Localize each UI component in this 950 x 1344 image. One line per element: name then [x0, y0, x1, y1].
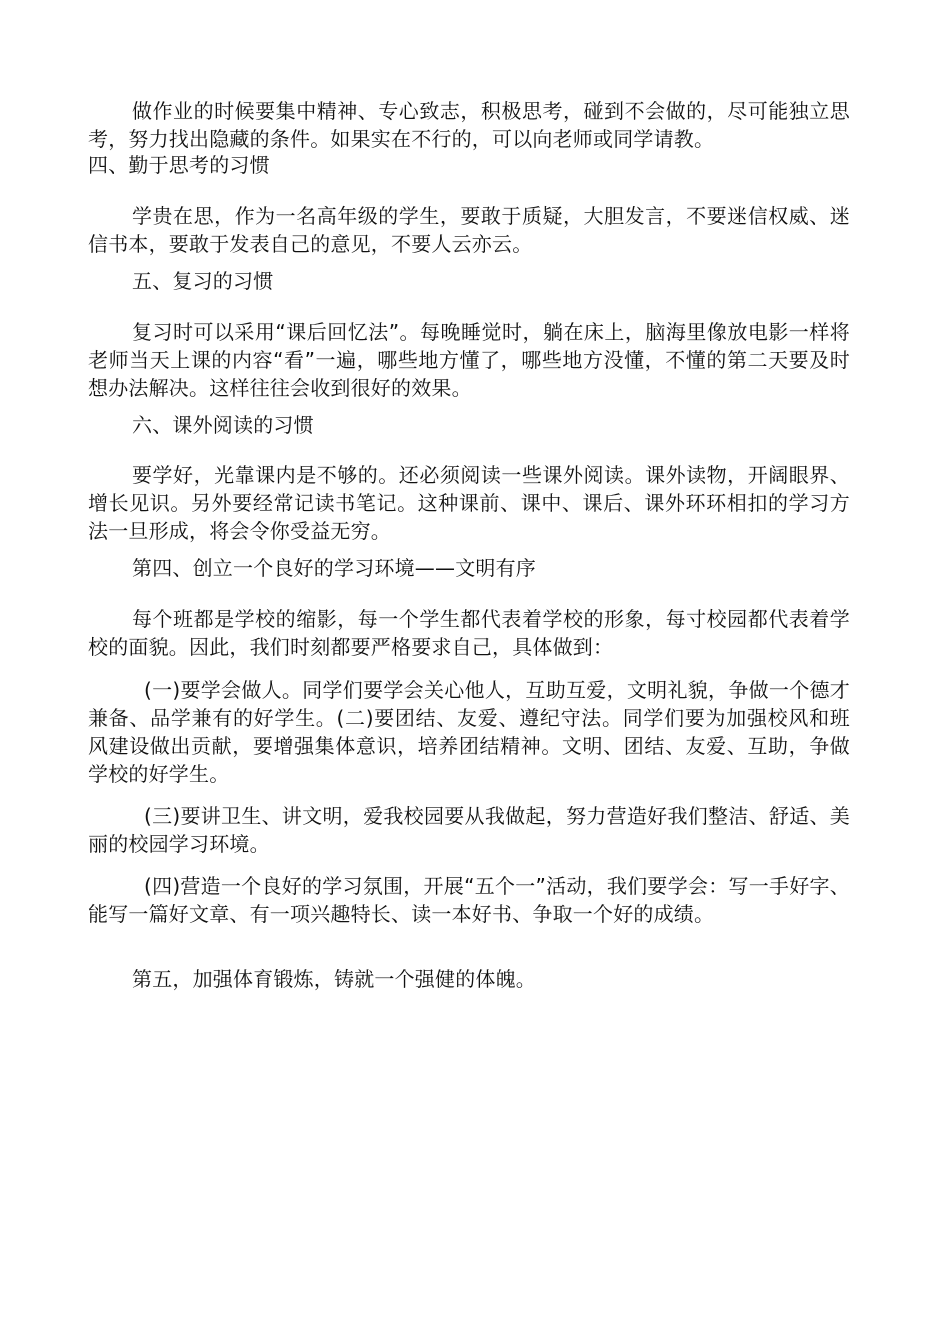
heading-review-habit: 五、复习的习惯 — [132, 269, 274, 293]
paragraph-points-one-two: (一)要学会做人。同学们要学会关心他人，互助互爱，文明礼貌，争做一个德才兼备、品学兼有的好学生。(二)要团结、友爱、遵纪守法。同学们要为加强校风和班风建设做出贡献，要增强集体意识，培养团结精神。文明、团结、友爱、互助，争做学校的好学生。 — [88, 678, 850, 786]
heading-fourth-environment: 第四、创立一个良好的学习环境——文明有序 — [132, 556, 536, 580]
heading-thinking-habit: 四、勤于思考的习惯 — [88, 153, 270, 177]
paragraph-class-image: 每个班都是学校的缩影，每一个学生都代表着学校的形象，每寸校园都代表着学校的面貌。因此，我们时刻都要严格要求自己，具体做到： — [88, 607, 850, 659]
heading-fifth-exercise: 第五，加强体育锻炼，铸就一个强健的体魄。 — [132, 967, 536, 991]
paragraph-homework-focus: 做作业的时候要集中精神、专心致志，积极思考，碰到不会做的，尽可能独立思考，努力找出隐藏的条件。如果实在不行的，可以向老师或同学请教。 — [88, 99, 850, 151]
paragraph-extracurricular-reading: 要学好，光靠课内是不够的。还必须阅读一些课外阅读。课外读物，开阔眼界、增长见识。另外要经常记读书笔记。这种课前、课中、课后、课外环环相扣的学习方法一旦形成，将会令你受益无穷。 — [88, 463, 850, 543]
paragraph-point-three: (三)要讲卫生、讲文明，爱我校园要从我做起，努力营造好我们整洁、舒适、美丽的校园学习环境。 — [88, 804, 850, 856]
paragraph-point-four: (四)营造一个良好的学习氛围，开展“五个一”活动，我们要学会：写一手好字、能写一篇好文章、有一项兴趣特长、读一本好书、争取一个好的成绩。 — [88, 874, 850, 926]
heading-reading-habit: 六、课外阅读的习惯 — [132, 413, 314, 437]
paragraph-learning-thinking: 学贵在思，作为一名高年级的学生，要敢于质疑，大胆发言，不要迷信权威、迷信书本，要敢于发表自己的意见，不要人云亦云。 — [88, 204, 850, 256]
paragraph-review-method: 复习时可以采用“课后回忆法”。每晚睡觉时，躺在床上，脑海里像放电影一样将老师当天上课的内容“看”一遍，哪些地方懂了，哪些地方没懂，不懂的第二天要及时想办法解决。这样往往会收到很好的效果。 — [88, 320, 850, 400]
